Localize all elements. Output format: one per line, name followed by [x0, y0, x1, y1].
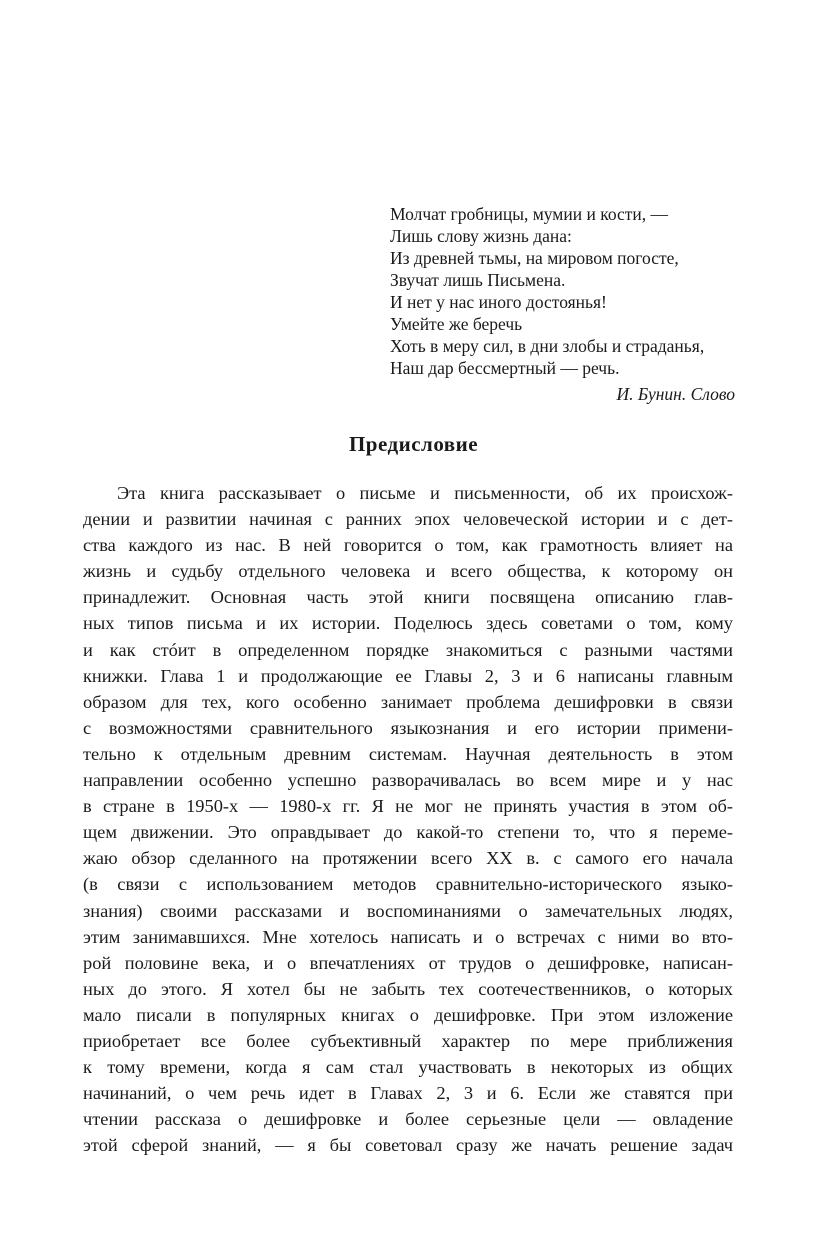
- body-line: чтении рассказа о дешифровке и более серьезные цели — овладение: [83, 1109, 733, 1130]
- epigraph-line: И нет у нас иного достоянья!: [390, 292, 607, 312]
- body-line: этим занимавшихся. Мне хотелось написать и о встречах с ними во вто-: [83, 926, 733, 947]
- section-heading: Предисловие: [348, 432, 479, 456]
- body-line: ных до этого. Я хотел бы не забыть тех соотечественников, о которых: [83, 978, 733, 999]
- body-line: дении и развитии начиная с ранних эпох человеческой истории и с дет-: [83, 509, 733, 530]
- body-line: тельно к отдельным древним системам. Научная деятельность в этом: [83, 743, 733, 764]
- body-line: Эта книга рассказывает о письме и письменности, об их происхож-: [117, 483, 733, 503]
- epigraph-line: Хоть в меру сил, в дни злобы и страданья,: [390, 336, 705, 356]
- body-line: направлении особенно успешно разворачивалась во всем мире и у нас: [83, 770, 733, 791]
- body-line: этой сферой знаний, — я бы советовал сразу же начать решение задач: [83, 1135, 733, 1156]
- body-line: к тому времени, когда я сам стал участвовать в некоторых из общих: [83, 1057, 733, 1078]
- body-line: с возможностями сравнительного языкознания и его истории примени-: [83, 717, 733, 738]
- body-line: в стране в 1950-х — 1980-х гг. Я не мог не принять участия в этом об-: [83, 796, 733, 817]
- epigraph-attribution: И. Бунин. Слово: [616, 384, 735, 404]
- body-line: (в связи с использованием методов сравнительно-исторического языко-: [83, 874, 733, 895]
- body-line: рой половине века, и о впечатлениях от трудов о дешифровке, написан-: [83, 952, 733, 973]
- body-line: и как стóит в определенном порядке знакомиться с разными частями: [83, 639, 733, 660]
- body-line: жаю обзор сделанного на протяжении всего XX в. с самого его начала: [83, 848, 733, 869]
- epigraph-line: Молчат гробницы, мумии и кости, —: [390, 204, 669, 224]
- body-text: [83, 480, 733, 1158]
- body-line: ных типов письма и их истории. Поделюсь здесь советами о том, кому: [83, 613, 733, 634]
- body-line: мало писали в популярных книгах о дешифровке. При этом изложение: [83, 1004, 733, 1025]
- epigraph-line: Умейте же беречь: [390, 314, 523, 334]
- body-line: образом для тех, кого особенно занимает проблема дешифровки в связи: [83, 691, 733, 712]
- epigraph-line: Наш дар бессмертный — речь.: [390, 358, 620, 378]
- body-line: жизнь и судьбу отдельного человека и всего общества, к которому он: [83, 561, 733, 582]
- epigraph: [390, 203, 735, 405]
- epigraph-line: Звучат лишь Письмена.: [390, 270, 566, 290]
- body-line: ства каждого из нас. В ней говорится о том, как грамотность влияет на: [83, 535, 733, 556]
- body-line: начинаний, о чем речь идет в Главах 2, 3 и 6. Если же ставятся при: [83, 1083, 733, 1104]
- body-line: принадлежит. Основная часть этой книги посвящена описанию глав-: [83, 587, 733, 608]
- body-line: книжки. Глава 1 и продолжающие ее Главы 2, 3 и 6 написаны главным: [83, 665, 733, 686]
- body-line: знания) своими рассказами и воспоминаниями о замечательных людях,: [83, 900, 733, 921]
- body-line: приобретает все более субъективный характер по мере приближения: [83, 1030, 733, 1051]
- epigraph-line: Из древней тьмы, на мировом погосте,: [390, 248, 679, 268]
- body-line: щем движении. Это оправдывает до какой-то степени то, что я переме-: [83, 822, 733, 843]
- epigraph-line: Лишь слову жизнь дана:: [390, 226, 572, 246]
